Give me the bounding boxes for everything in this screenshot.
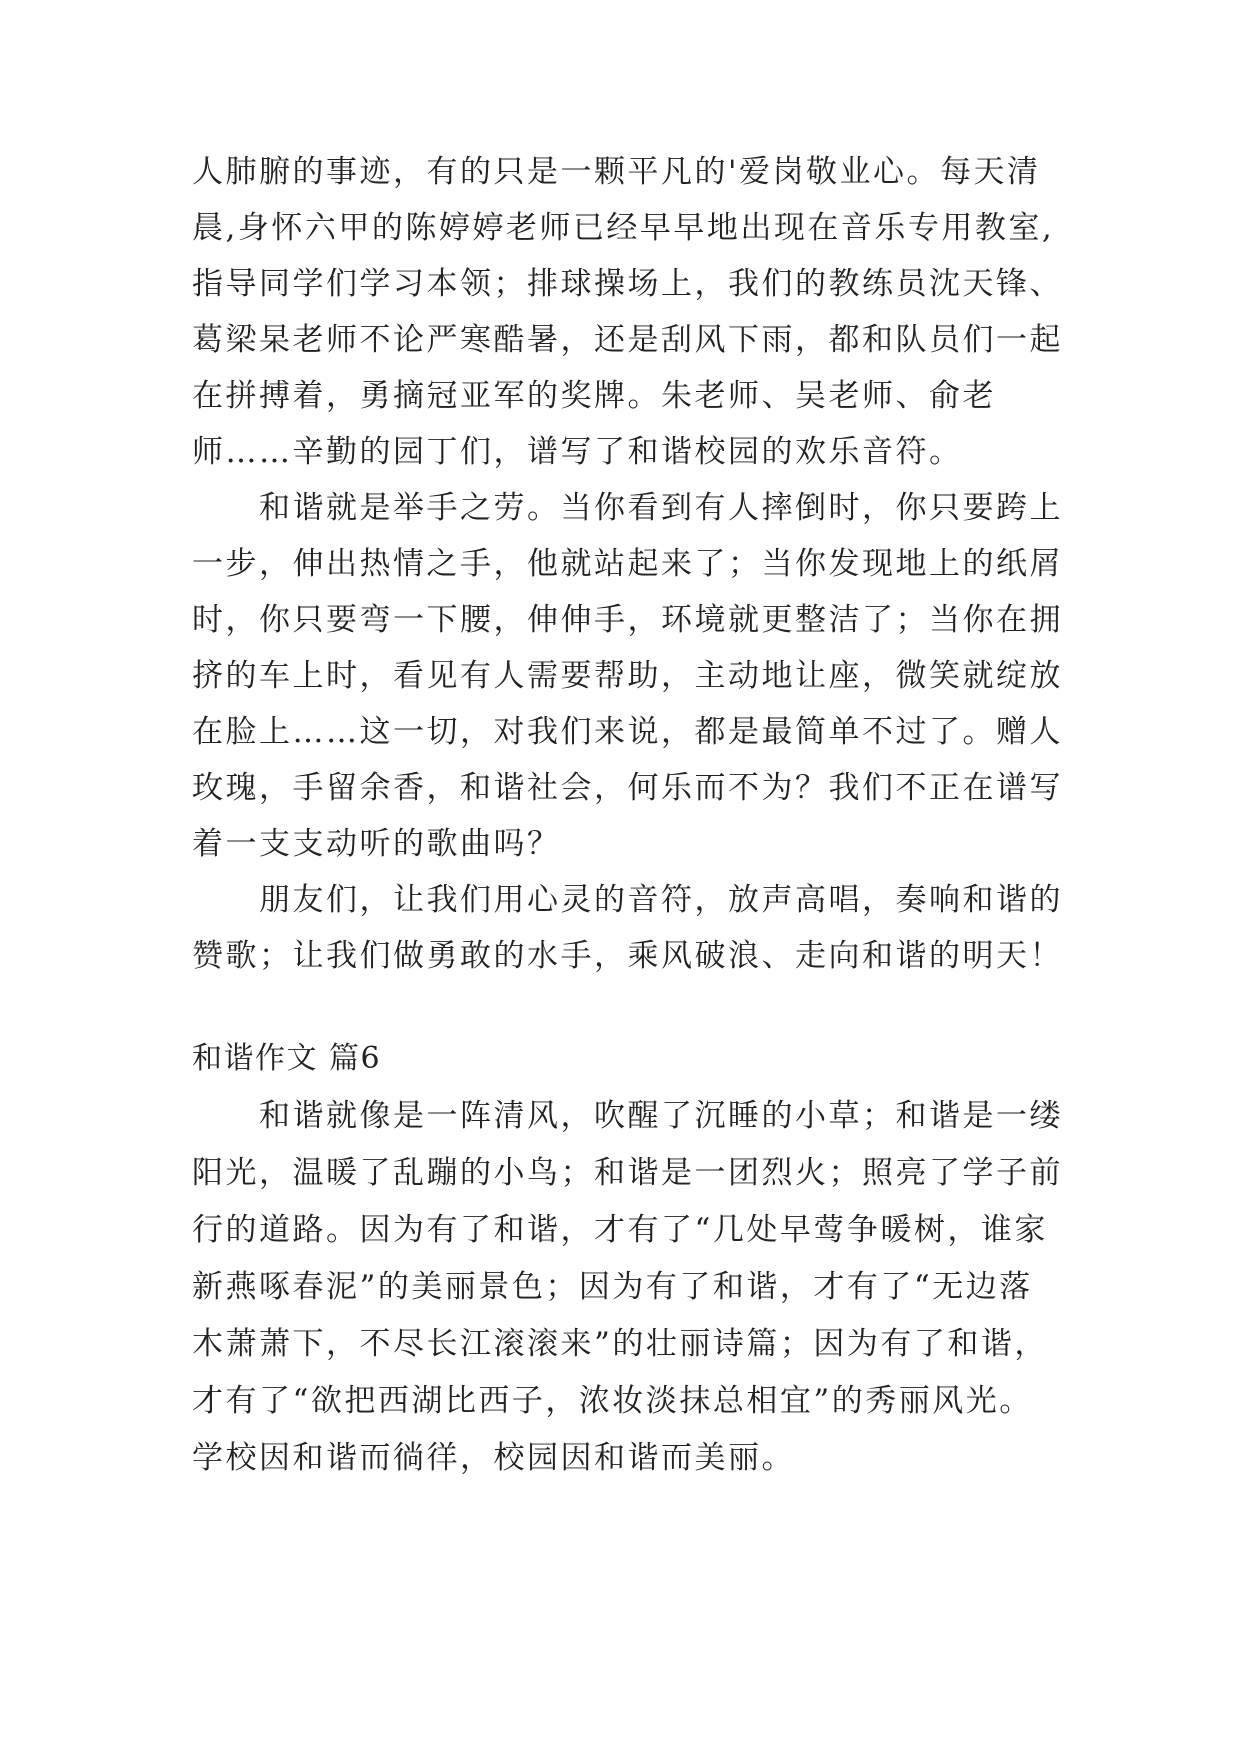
text-line: 师……辛勤的园丁们，谱写了和谐校园的欢乐音符。 (192, 434, 963, 470)
text-line: 朋友们，让我们用心灵的音符，放声高唱，奏响和谐的 (192, 882, 1063, 918)
text-line: 在拼搏着，勇摘冠亚军的奖牌。朱老师、吴老师、俞老 (192, 378, 996, 414)
section-heading: 和谐作文 篇6 (192, 1041, 382, 1076)
text-line: 挤的车上时，看见有人需要帮助，主动地让座，微笑就绽放 (192, 658, 1063, 694)
text-line: 学校因和谐而徜徉，校园因和谐而美丽。 (192, 1440, 795, 1476)
text-line: 时，你只要弯一下腰，伸伸手，环境就更整洁了；当你在拥 (192, 602, 1063, 638)
text-line: 葛梁杲老师不论严寒酷暑，还是刮风下雨，都和队员们一起 (192, 322, 1063, 358)
text-line: 晨,身怀六甲的陈婷婷老师已经早早地出现在音乐专用教室, (192, 210, 1055, 246)
text-line: 着一支支动听的歌曲吗？ (192, 826, 561, 862)
text-line: 和谐就是举手之劳。当你看到有人摔倒时，你只要跨上 (192, 490, 1063, 526)
text-line: 木萧萧下，不尽长江滚滚来”的壮丽诗篇；因为有了和谐， (192, 1326, 1048, 1362)
text-line: 才有了“欲把西湖比西子，浓妆淡抹总相宜”的秀丽风光。 (192, 1383, 1033, 1419)
text-line: 阳光，温暖了乱蹦的小鸟；和谐是一团烈火；照亮了学子前 (192, 1155, 1063, 1191)
text-line: 新燕啄春泥”的美丽景色；因为有了和谐，才有了“无边落 (192, 1269, 1033, 1305)
text-line: 人肺腑的事迹，有的只是一颗平凡的'爱岗敬业心。每天清 (192, 154, 1041, 190)
text-line: 赞歌；让我们做勇敢的水手，乘风破浪、走向和谐的明天！ (192, 938, 1063, 974)
text-line: 指导同学们学习本领；排球操场上，我们的教练员沈天锋、 (192, 266, 1063, 302)
text-line: 行的道路。因为有了和谐，才有了“几处早莺争暖树，谁家 (192, 1212, 1048, 1248)
text-line: 玫瑰，手留余香，和谐社会，何乐而不为？我们不正在谱写 (192, 770, 1063, 806)
text-line: 在脸上……这一切，对我们来说，都是最简单不过了。赠人 (192, 714, 1063, 750)
text-line: 一步，伸出热情之手，他就站起来了；当你发现地上的纸屑 (192, 546, 1063, 582)
text-line: 和谐就像是一阵清风，吹醒了沉睡的小草；和谐是一缕 (192, 1098, 1063, 1134)
